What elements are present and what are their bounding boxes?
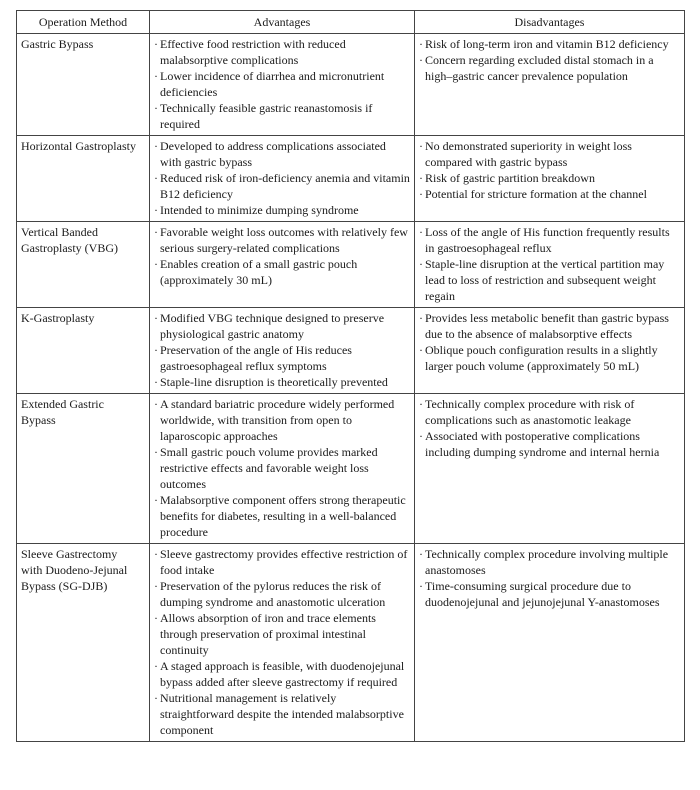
advantage-item: · Small gastric pouch volume provides marked restrictive effects and favorable weight loss outcomes <box>154 444 410 492</box>
disadvantage-item: · Technically complex procedure with risk of complications such as anastomotic leakage <box>419 396 680 428</box>
disadvantages-cell <box>415 544 685 742</box>
comparison-table-container <box>16 10 684 742</box>
advantage-item: · Effective food restriction with reduced malabsorptive complications <box>154 36 410 68</box>
advantage-item: · Favorable weight loss outcomes with relatively few serious surgery-related complications <box>154 224 410 256</box>
table-row <box>17 544 685 742</box>
disadvantages-cell <box>415 394 685 544</box>
disadvantages-cell <box>415 34 685 136</box>
disadvantage-item: · Technically complex procedure involving multiple anastomoses <box>419 546 680 578</box>
advantage-item: · A staged approach is feasible, with duodenojejunal bypass added after sleeve gastrectomy if required <box>154 658 410 690</box>
advantages-cell <box>150 222 415 308</box>
header-disadvantages: Disadvantages <box>415 11 685 34</box>
advantages-cell <box>150 394 415 544</box>
method-cell: Vertical Banded Gastroplasty (VBG) <box>17 222 150 308</box>
method-cell: Horizontal Gastroplasty <box>17 136 150 222</box>
table-row <box>17 308 685 394</box>
advantage-item: · Allows absorption of iron and trace elements through preservation of proximal intestinal continuity <box>154 610 410 658</box>
advantage-item: · Nutritional management is relatively straightforward despite the intended malabsorptive component <box>154 690 410 738</box>
advantages-cell <box>150 136 415 222</box>
method-cell: Extended Gastric Bypass <box>17 394 150 544</box>
advantage-item: · Staple-line disruption is theoretically prevented <box>154 374 410 390</box>
advantage-item: · Sleeve gastrectomy provides effective restriction of food intake <box>154 546 410 578</box>
disadvantage-item: · Time-consuming surgical procedure due to duodenojejunal and jejunojejunal Y-anastomoses <box>419 578 680 610</box>
method-cell: Sleeve Gastrectomy with Duodeno-Jejunal Bypass (SG-DJB) <box>17 544 150 742</box>
disadvantage-item: · Risk of gastric partition breakdown <box>419 170 680 186</box>
disadvantage-item: · Loss of the angle of His function frequently results in gastroesophageal reflux <box>419 224 680 256</box>
advantage-item: · Enables creation of a small gastric pouch (approximately 30 mL) <box>154 256 410 288</box>
method-cell: Gastric Bypass <box>17 34 150 136</box>
header-advantages: Advantages <box>150 11 415 34</box>
disadvantages-cell <box>415 136 685 222</box>
advantage-item: · A standard bariatric procedure widely performed worldwide, with transition from open to laparoscopic approaches <box>154 396 410 444</box>
disadvantage-item: · Oblique pouch configuration results in a slightly larger pouch volume (approximately 50 mL) <box>419 342 680 374</box>
advantage-item: · Intended to minimize dumping syndrome <box>154 202 410 218</box>
disadvantage-item: · Concern regarding excluded distal stomach in a high–gastric cancer prevalence population <box>419 52 680 84</box>
advantage-item: · Preservation of the pylorus reduces the risk of dumping syndrome and anastomotic ulceration <box>154 578 410 610</box>
disadvantages-cell <box>415 222 685 308</box>
table-row <box>17 34 685 136</box>
advantage-item: · Modified VBG technique designed to preserve physiological gastric anatomy <box>154 310 410 342</box>
table-row <box>17 222 685 308</box>
method-cell: K-Gastroplasty <box>17 308 150 394</box>
advantages-cell <box>150 544 415 742</box>
header-operation-method: Operation Method <box>17 11 150 34</box>
advantage-item: · Developed to address complications associated with gastric bypass <box>154 138 410 170</box>
disadvantages-cell <box>415 308 685 394</box>
advantages-cell <box>150 308 415 394</box>
advantage-item: · Reduced risk of iron-deficiency anemia and vitamin B12 deficiency <box>154 170 410 202</box>
header-row <box>17 11 685 34</box>
advantages-cell <box>150 34 415 136</box>
operation-comparison-table <box>16 10 685 742</box>
disadvantage-item: · Risk of long-term iron and vitamin B12 deficiency <box>419 36 680 52</box>
disadvantage-item: · Provides less metabolic benefit than gastric bypass due to the absence of malabsorptive effects <box>419 310 680 342</box>
disadvantage-item: · No demonstrated superiority in weight loss compared with gastric bypass <box>419 138 680 170</box>
disadvantage-item: · Staple-line disruption at the vertical partition may lead to loss of restriction and subsequent weight regain <box>419 256 680 304</box>
disadvantage-item: · Potential for stricture formation at the channel <box>419 186 680 202</box>
disadvantage-item: · Associated with postoperative complications including dumping syndrome and internal hernia <box>419 428 680 460</box>
advantage-item: · Malabsorptive component offers strong therapeutic benefits for diabetes, resulting in a well-balanced procedure <box>154 492 410 540</box>
advantage-item: · Lower incidence of diarrhea and micronutrient deficiencies <box>154 68 410 100</box>
table-row <box>17 394 685 544</box>
advantage-item: · Preservation of the angle of His reduces gastroesophageal reflux symptoms <box>154 342 410 374</box>
table-row <box>17 136 685 222</box>
advantage-item: · Technically feasible gastric reanastomosis if required <box>154 100 410 132</box>
